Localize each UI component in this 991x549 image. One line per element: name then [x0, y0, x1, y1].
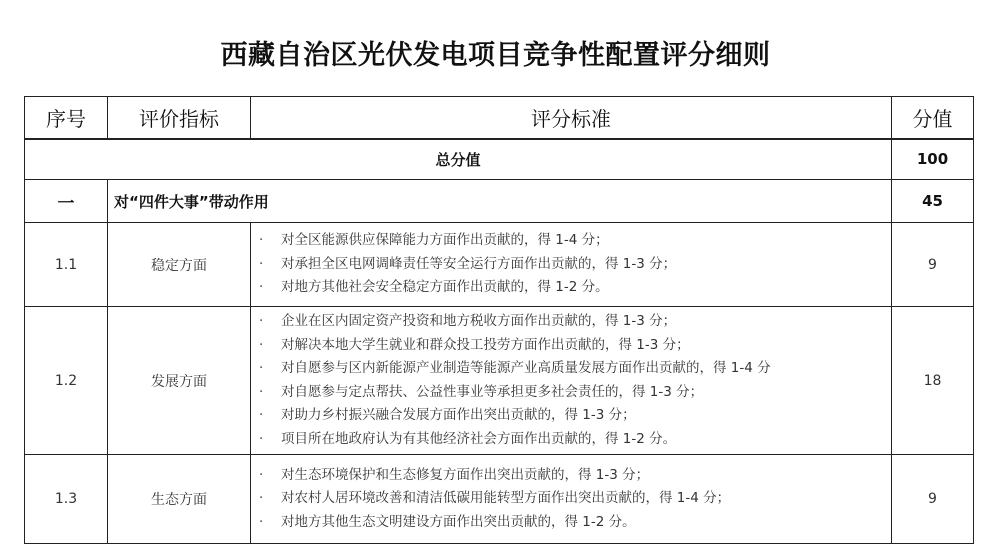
criteria-item [259, 487, 891, 511]
criteria-text: 企业在区内固定资产投资和地方税收方面作出贡献的，得 1-3 分； [281, 313, 677, 329]
item-number: 1.2 [25, 307, 108, 455]
criteria-text: 对地方其他社会安全稳定方面作出贡献的，得 1-2 分。 [281, 279, 609, 296]
criteria-text: 对生态环境保护和生态修复方面作出突出贡献的，得 1-3 分； [281, 466, 650, 483]
criteria-item [259, 511, 891, 535]
bullet-icon: · [259, 336, 264, 353]
item-number: 1.3 [25, 455, 108, 544]
table-row [25, 307, 974, 455]
criteria-list [259, 464, 891, 535]
total-label: 总分值 [25, 139, 892, 180]
item-indicator: 生态方面 [108, 455, 251, 544]
item-criteria [251, 307, 892, 455]
total-row [25, 139, 974, 180]
criteria-text: 对承担全区电网调峰责任等安全运行方面作出贡献的，得 1-3 分； [281, 255, 677, 272]
criteria-item [259, 276, 891, 300]
item-criteria [251, 455, 892, 544]
item-indicator: 发展方面 [108, 307, 251, 455]
criteria-item [259, 428, 891, 452]
bullet-icon: · [259, 279, 264, 296]
total-score: 100 [892, 139, 974, 180]
header-no: 序号 [25, 97, 108, 139]
criteria-text: 对自愿参与区内新能源产业制造等能源产业高质量发展方面作出贡献的，得 1-4 分 [281, 360, 771, 376]
criteria-text: 对地方其他生态文明建设方面作出突出贡献的，得 1-2 分。 [281, 513, 636, 530]
criteria-text: 对解决本地大学生就业和群众投工投劳方面作出贡献的，得 1-3 分； [281, 336, 690, 353]
bullet-icon: · [259, 313, 264, 329]
bullet-icon: · [259, 490, 264, 507]
header-criteria: 评分标准 [251, 97, 892, 139]
criteria-item [259, 253, 891, 277]
criteria-text: 对助力乡村振兴融合发展方面作出突出贡献的，得 1-3 分； [281, 407, 636, 423]
bullet-icon: · [259, 513, 264, 530]
item-indicator: 稳定方面 [108, 223, 251, 307]
criteria-item [259, 334, 891, 358]
bullet-icon: · [259, 430, 264, 447]
item-criteria [251, 223, 892, 307]
header-score: 分值 [892, 97, 974, 139]
document-title: 西藏自治区光伏发电项目竞争性配置评分细则 [220, 40, 771, 71]
criteria-item [259, 310, 891, 334]
criteria-item [259, 229, 891, 253]
criteria-item [259, 357, 891, 381]
criteria-item [259, 404, 891, 428]
item-score: 9 [892, 455, 974, 544]
criteria-item [259, 464, 891, 488]
header-indicator: 评价指标 [108, 97, 251, 139]
criteria-item [259, 381, 891, 405]
section-name: 对“四件大事”带动作用 [108, 180, 892, 223]
criteria-text: 对全区能源供应保障能力方面作出贡献的，得 1-4 分； [281, 232, 609, 249]
scoring-table [24, 96, 974, 544]
bullet-icon: · [259, 466, 264, 483]
table-header-row [25, 97, 974, 139]
section-number: 一 [25, 180, 108, 223]
table-row [25, 223, 974, 307]
item-number: 1.1 [25, 223, 108, 307]
criteria-text: 对农村人居环境改善和清洁低碳用能转型方面作出突出贡献的，得 1-4 分； [281, 490, 731, 507]
bullet-icon: · [259, 232, 264, 249]
bullet-icon: · [259, 255, 264, 272]
table-row [25, 455, 974, 544]
item-score: 9 [892, 223, 974, 307]
section-row [25, 180, 974, 223]
criteria-text: 对自愿参与定点帮扶、公益性事业等承担更多社会责任的，得 1-3 分； [281, 383, 704, 400]
section-score: 45 [892, 180, 974, 223]
bullet-icon: · [259, 407, 264, 423]
item-score: 18 [892, 307, 974, 455]
criteria-list [259, 310, 891, 451]
bullet-icon: · [259, 383, 264, 400]
criteria-text: 项目所在地政府认为有其他经济社会方面作出贡献的，得 1-2 分。 [281, 430, 677, 447]
bullet-icon: · [259, 360, 264, 376]
criteria-list [259, 229, 891, 300]
